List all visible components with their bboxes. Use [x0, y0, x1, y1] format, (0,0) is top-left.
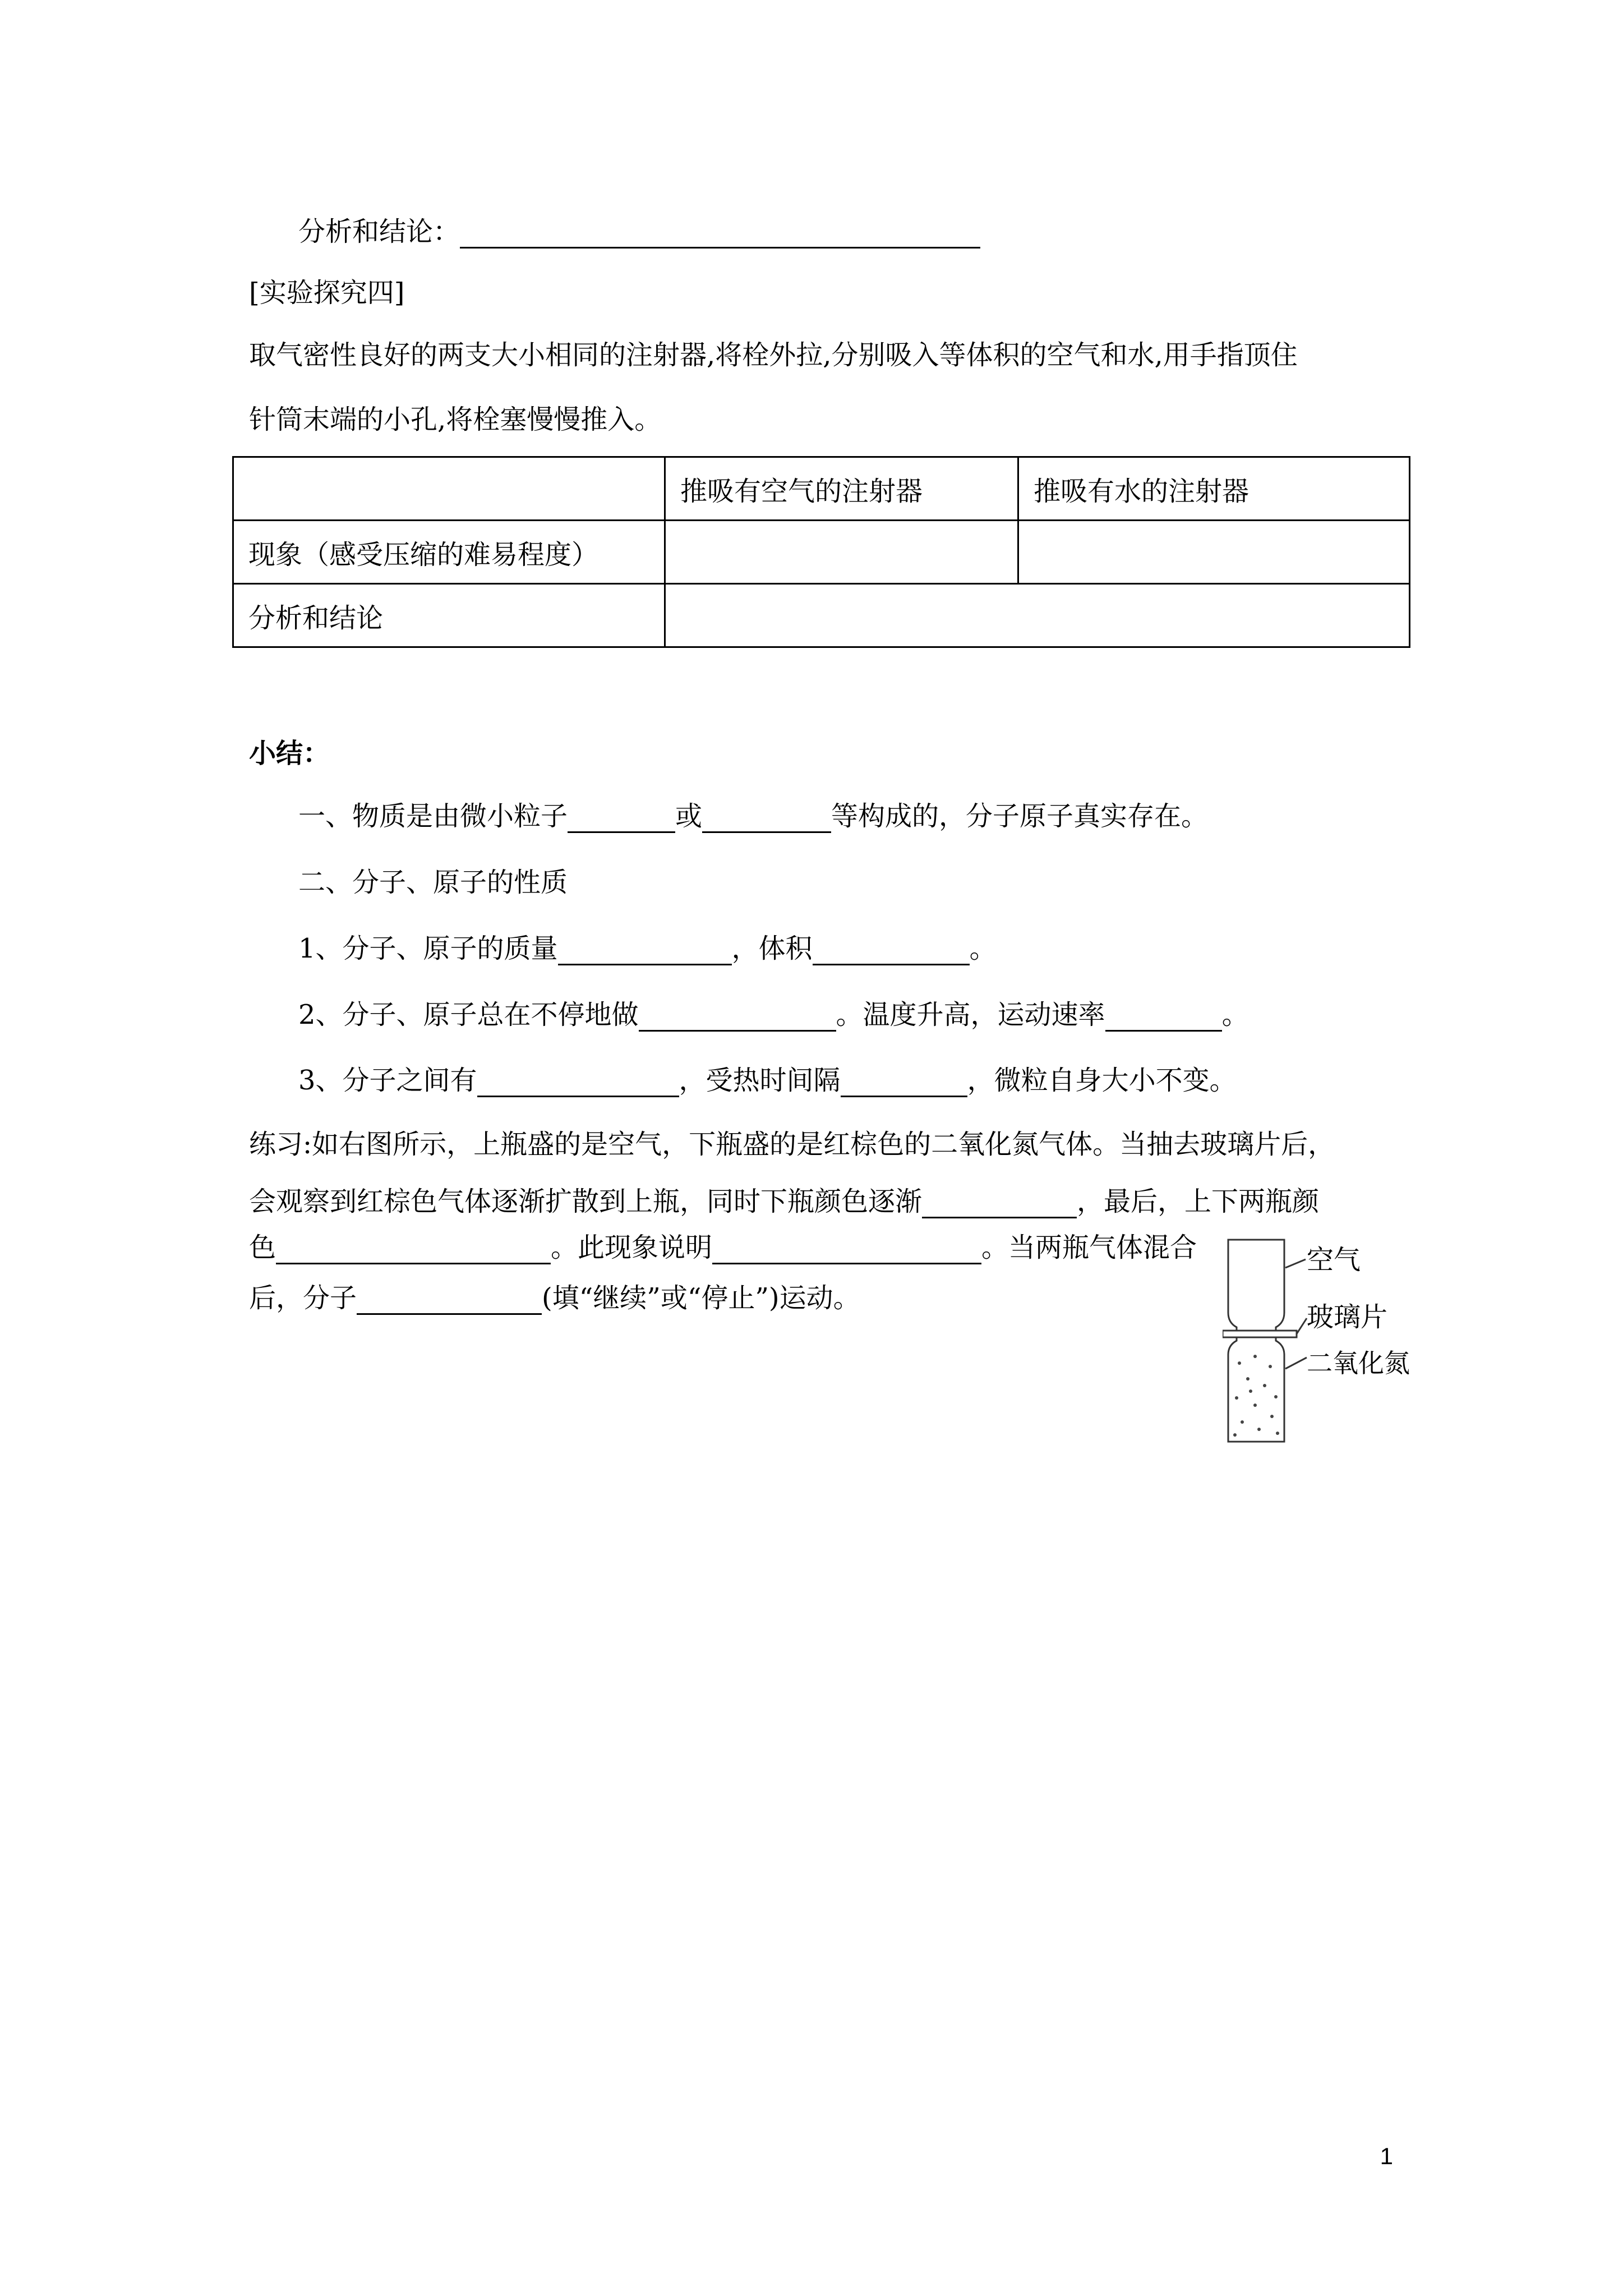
- exercise-text: 。当两瓶气体混合: [981, 1232, 1197, 1263]
- exercise-text: 会观察到红棕色气体逐渐扩散到上瓶，同时下瓶颜色逐渐: [249, 1186, 923, 1217]
- upper-bottle: [1228, 1240, 1284, 1331]
- summary-title: 小结：: [249, 738, 330, 769]
- table-cell-air[interactable]: [665, 521, 1018, 584]
- summary-text: 一、物质是由微小粒子: [298, 800, 568, 832]
- summary-text: 2、分子、原子总在不停地做: [298, 999, 639, 1030]
- lower-bottle: [1228, 1337, 1284, 1442]
- summary-text: 等构成的，分子原子真实存在。: [831, 800, 1209, 832]
- fill-blank[interactable]: [712, 1235, 981, 1264]
- summary-text: 或: [675, 800, 703, 832]
- fill-blank[interactable]: [276, 1235, 551, 1264]
- glass-plate: [1223, 1331, 1297, 1337]
- table-cell-conclusion[interactable]: [665, 584, 1410, 647]
- summary-text: 3、分子之间有: [298, 1065, 477, 1096]
- table-header-cell: 推吸有水的注射器: [1018, 457, 1410, 521]
- summary-text: 1、分子、原子的质量: [298, 933, 558, 964]
- summary-item-3: [298, 932, 997, 965]
- table-header-cell: [233, 457, 665, 521]
- table-header-cell: 推吸有空气的注射器: [665, 457, 1018, 521]
- summary-text: 。: [1221, 999, 1249, 1030]
- bottle-diagram-svg: [1223, 1234, 1436, 1458]
- exercise-text: 。此现象说明: [551, 1232, 713, 1263]
- exercise-line3: [249, 1231, 1197, 1264]
- summary-text: 。温度升高，运动速率: [836, 999, 1105, 1030]
- exercise-text: 后，分子: [249, 1282, 357, 1314]
- fill-blank[interactable]: [813, 936, 970, 965]
- exercise-line2: [249, 1185, 1319, 1218]
- table-header-row: [233, 457, 1410, 521]
- summary-text: ，体积: [731, 933, 813, 964]
- fill-blank[interactable]: [568, 803, 675, 833]
- analysis-line: [298, 215, 980, 249]
- fill-blank[interactable]: [841, 1068, 967, 1097]
- fill-blank[interactable]: [477, 1068, 679, 1097]
- fill-blank[interactable]: [702, 803, 831, 833]
- table-row: [233, 584, 1410, 647]
- label-air: 空气: [1307, 1244, 1361, 1276]
- bottle-diagram: [1223, 1234, 1436, 1458]
- summary-text: ，微粒自身大小不变。: [967, 1065, 1237, 1096]
- summary-item-4: [298, 998, 1249, 1032]
- summary-item-2: 二、分子、原子的性质: [298, 867, 568, 898]
- table-row-label: 现象（感受压缩的难易程度）: [233, 521, 665, 584]
- fill-blank[interactable]: [922, 1189, 1077, 1218]
- analysis-blank[interactable]: [460, 219, 980, 249]
- experiment-paragraph-line2: 针筒末端的小孔,将栓塞慢慢推入。: [249, 404, 662, 435]
- label-no2: 二氧化氮: [1307, 1348, 1410, 1378]
- summary-text: ，受热时间隔: [679, 1065, 841, 1096]
- exercise-text: ，最后，上下两瓶颜: [1077, 1186, 1320, 1217]
- exercise-text: (填“继续”或“停止”)运动。: [542, 1282, 860, 1314]
- table-cell-water[interactable]: [1018, 521, 1410, 584]
- exercise-line4: [249, 1281, 860, 1315]
- fill-blank[interactable]: [1105, 1002, 1222, 1032]
- exercise-line1: 练习:如右图所示，上瓶盛的是空气，下瓶盛的是红棕色的二氧化氮气体。当抽去玻璃片后，: [249, 1129, 1335, 1160]
- table-row-label: 分析和结论: [233, 584, 665, 647]
- table-row: [233, 521, 1410, 584]
- experiment-table: [232, 456, 1410, 648]
- experiment-heading: [实验探究四]: [249, 277, 405, 309]
- summary-item-5: [298, 1064, 1237, 1097]
- label-glass: 玻璃片: [1307, 1301, 1388, 1333]
- analysis-label: 分析和结论：: [298, 216, 460, 247]
- fill-blank[interactable]: [558, 936, 732, 965]
- page-number: 1: [1380, 2143, 1393, 2169]
- summary-text: 。: [969, 933, 997, 964]
- exercise-text: 色: [249, 1232, 276, 1263]
- summary-item-1: [298, 799, 1208, 833]
- fill-blank[interactable]: [639, 1002, 836, 1032]
- experiment-paragraph-line1: 取气密性良好的两支大小相同的注射器,将栓外拉,分别吸入等体积的空气和水,用手指顶住: [249, 339, 1298, 371]
- fill-blank[interactable]: [357, 1285, 542, 1315]
